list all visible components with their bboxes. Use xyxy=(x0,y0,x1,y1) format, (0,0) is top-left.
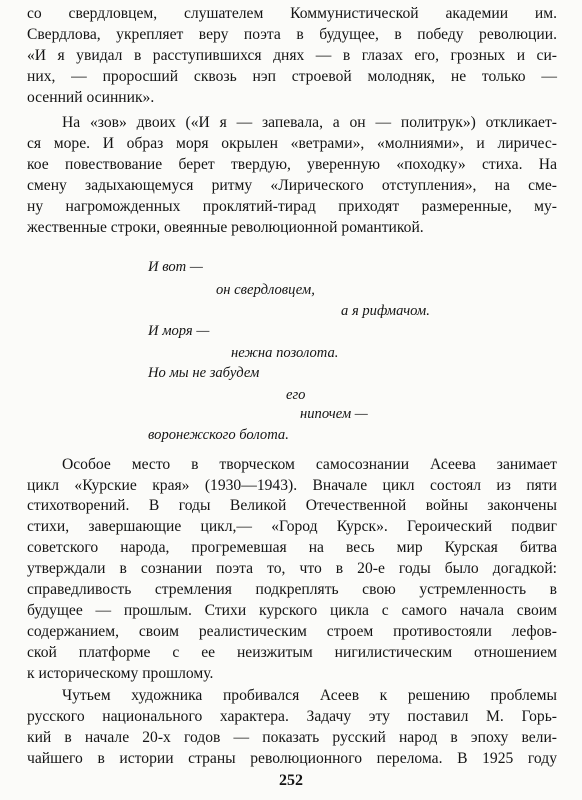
verse-line: а я рифмачом. xyxy=(341,303,430,319)
text-line: советского народа, прогремевшая на весь мир Курская битва xyxy=(27,539,557,556)
text-line: утверждали в сознании поэта то, что в 20-е годы было догадкой: xyxy=(27,560,557,577)
text-line: содержанием, своим реалистическим строем противостояли лефов- xyxy=(27,623,557,640)
text-line: русского национального характера. Задачу эту поставил М. Горь- xyxy=(27,708,557,725)
text-line: Особое место в творческом самосознании Асеева занимает xyxy=(62,456,557,473)
text-line: «И я увидал в расступившихся днях — в глазах его, грозных и си- xyxy=(27,47,557,64)
text-line: чайшего в истории страны революционного перелома. В 1925 году xyxy=(27,750,557,767)
text-line: кое повествование берет твердую, уверенную «походку» стиха. На xyxy=(27,156,557,173)
text-line: них, — проросший сквозь нэп строевой молодняк, не только — xyxy=(27,68,557,85)
verse-line: Но мы не забудем xyxy=(148,365,260,381)
text-line: жественные строки, овеянные революционной романтикой. xyxy=(27,219,424,236)
verse-line: нежна позолота. xyxy=(231,345,339,361)
text-line: ну нагроможденных проклятий-тирад приходят размеренные, му- xyxy=(27,198,557,215)
text-line: Чутьем художника пробивался Асеев к решению проблемы xyxy=(62,687,557,704)
verse-line: он свердловцем, xyxy=(216,282,315,298)
text-line: ской платформе с ее неизжитым нигилистическим отношением xyxy=(27,644,557,661)
text-line: кий в начале 20-х годов — показать русский народ в эпоху вели- xyxy=(27,729,557,746)
text-line: смену задыхающемуся ритму «Лирического отступления», на сме- xyxy=(27,177,557,194)
text-line: осенний осинник». xyxy=(27,89,155,106)
text-line: стихи, завершающие цикл,— «Город Курск». Героический подвиг xyxy=(27,518,557,535)
verse-line: И вот — xyxy=(148,259,203,275)
text-line: На «зов» двоих («И я — запевала, а он — политрук») откликает- xyxy=(62,114,557,131)
text-line: справедливость стремления подкреплять свою устремленность в xyxy=(27,581,557,598)
verse-line: его xyxy=(286,387,306,403)
verse-line: И моря — xyxy=(148,323,210,339)
page-number: 252 xyxy=(279,772,303,789)
text-line: к историческому прошлому. xyxy=(27,665,214,682)
text-line: стихотворений. В годы Великой Отечественной войны закончены xyxy=(27,497,557,514)
text-line: цикл «Курские края» (1930—1943). Вначале цикл состоял из пяти xyxy=(27,477,557,494)
text-line: Свердлова, укрепляет веру поэта в будущее, в победу революции. xyxy=(27,26,557,43)
text-line: со свердловцем, слушателем Коммунистической академии им. xyxy=(27,5,557,22)
verse-line: нипочем — xyxy=(300,406,368,422)
text-line: будущее — прошлым. Стихи курского цикла с самого начала своим xyxy=(27,602,557,619)
text-line: ся море. И образ моря окрылен «ветрами», «молниями», и лиричес- xyxy=(27,135,557,152)
verse-line: воронежского болота. xyxy=(148,427,289,443)
